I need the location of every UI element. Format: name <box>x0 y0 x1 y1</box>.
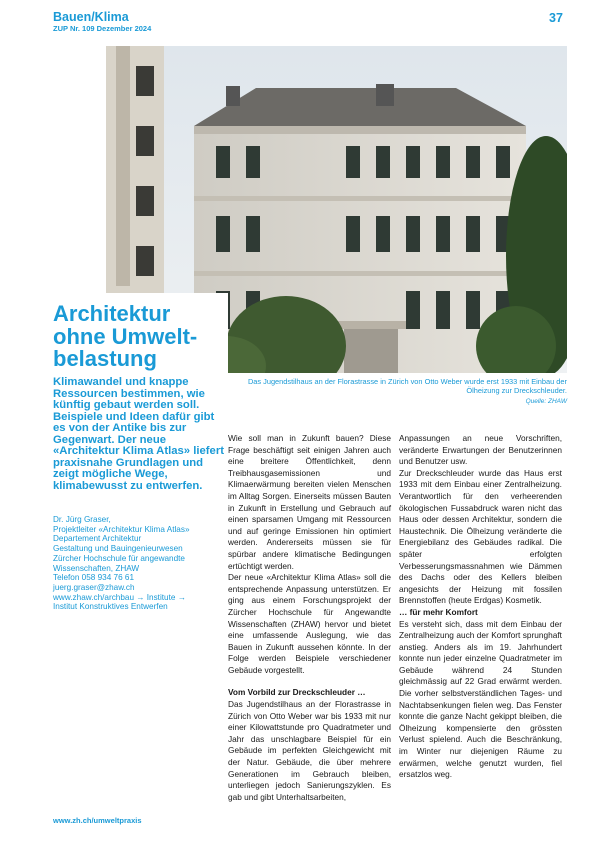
subheading: … für mehr Komfort <box>399 606 478 617</box>
paragraph: Anpassungen an neue Vorschriften, veränderte Erwartungen der Benutzerinnen und Benutzer usw. <box>399 433 562 467</box>
author-phone: Telefon 058 934 76 61 <box>53 573 135 583</box>
author-line: Dr. Jürg Graser, <box>53 515 111 524</box>
page-header <box>53 11 151 33</box>
body-column-2 <box>399 433 562 781</box>
paragraph: Es versteht sich, dass mit dem Einbau der Zentralheizung auch der Komfort sprunghaft anstieg. Anders als im 19. Jahrhundert konnte nun jeder einzelne Quadratmeter im Gebäude während 24 Stunden gleichmässig auf 22 Grad erwärmt werden. Die vorher selbstverständlichen Tages- und Nachtabsenkungen fielen weg. Das Fenster konnte die ganze Nacht gekippt bleiben, die Ölheizung kompensierte den grössten Verlust spielend. Auch die Beschränkung, im Winter nur diejenigen Räume zu erwärmen, welche genutzt wurden, fiel ersatzlos weg. <box>399 618 562 780</box>
issue-label: ZUP Nr. 109 Dezember 2024 <box>53 24 152 33</box>
article-lead: Klimawandel und knappe Ressourcen bestimmen, wie künftig gebaut werden soll. Beispiele und Ideen dafür gibt es von der Antike bis zur Gegenwart. Der neue «Architektur Klima Atlas» liefert praxisnahe Grundlagen und zeigt mögliche Wege, klimabewusst zu entwerfen. <box>53 376 224 492</box>
photo-credit: Quelle: ZHAW <box>525 397 567 405</box>
paragraph: Wie soll man in Zukunft bauen? Diese Frage beschäftigt seit einigen Jahren auch eine breitere Öffentlichkeit, denn Treibhausgasemissionen und Klimaerwärmung bereiten vielen Menschen im Alltag Sorgen. Einerseits müssen Bauten in Zukunft in Erstellung und Gebrauch auf einen sparsamen Umgang mit Ressourcen und auf geringe Emissionen hin optimiert werden. Andererseits müssen sie für spürbar andere klimatische Bedingungen ertüchtigt werden. <box>228 433 391 571</box>
author-link[interactable]: www.zhaw.ch/archbau → Institute → <box>53 592 186 602</box>
author-line: Wissenschaften, ZHAW <box>53 563 140 573</box>
paragraph: Der neue «Architektur Klima Atlas» soll die entsprechende Anpassung unterstützen. Er ging aus einem Forschungsprojekt der Zürcher Hochschule für Angewandte Wissenschaften (ZHAW) hervor und bietet eine umfassende Auslegung, wie das Bauen in Zukunft aussehen könnte. In der Folge werden Beispiele verschiedener Gebäude vorgestellt. <box>228 572 391 675</box>
author-info <box>53 515 228 612</box>
paragraph: Zur Dreckschleuder wurde das Haus erst 1933 mit dem Einbau einer Zentralheizung. Verantwortlich für den verheerenden ökologischen Fussabdruck waren nicht das Haus oder dessen Architektur, sondern die Haustechnik. Die Ölheizung veränderte die Energiebilanz des Gebäudes radikal. Die später erfolgten Verbesserungsmassnahmen wie Dämmen des Dachs oder des Kellers bleiben angesichts der Heizung mit fossilen Brennstoffen (heute Erdgas) Kosmetik. <box>399 467 562 606</box>
caption-text: Das Jugendstilhaus an der Florastrasse in Zürich von Otto Weber wurde erst 1933 mit Einbau der Ölheizung zur Dreckschleuder. <box>247 377 567 396</box>
author-line: Zürcher Hochschule für angewandte <box>53 553 185 563</box>
section-title: Bauen/Klima <box>53 10 129 24</box>
page-number: 37 <box>549 11 563 25</box>
subheading: Vom Vorbild zur Dreckschleuder … <box>228 687 366 698</box>
article-headline: Architektur ohne Umweltbelastung <box>53 301 198 371</box>
photo-caption <box>228 377 567 406</box>
author-line: Departement Architektur <box>53 534 142 544</box>
footer-url[interactable]: www.zh.ch/umweltpraxis <box>53 816 142 825</box>
paragraph: Das Jugendstilhaus an der Florastrasse in Zürich von Otto Weber war bis 1933 mit nur einer Kilowattstunde pro Quadratmeter und Jahr das unschlagbare Beispiel für ein Gebäude im perfekten Gleichgewicht mit der Natur. Gebäude, die über mehrere Generationen im Gebrauch bleiben, unterliegen jedoch Sanierungszyklen. Es gab und gibt Unterhaltsarbeiten, <box>228 699 391 802</box>
author-line: Projektleiter «Architektur Klima Atlas» <box>53 524 190 534</box>
author-line: Gestaltung und Bauingenieurwesen <box>53 544 183 554</box>
author-email[interactable]: juerg.graser@zhaw.ch <box>53 582 135 592</box>
body-column-1 <box>228 433 391 803</box>
author-link[interactable]: Institut Konstruktives Entwerfen <box>53 602 168 612</box>
